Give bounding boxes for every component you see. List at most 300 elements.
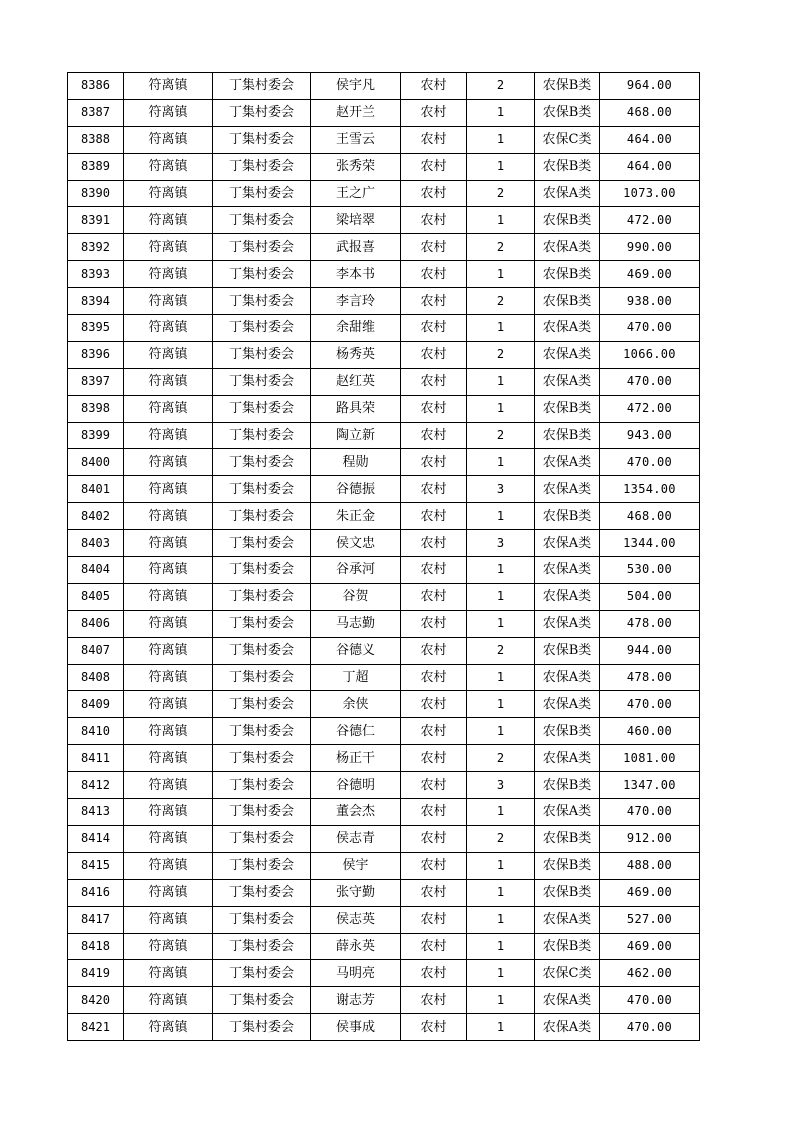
cell-name: 程勋 [311,449,401,476]
cell-name: 张守勤 [311,879,401,906]
cell-area-type: 农村 [401,180,467,207]
cell-name: 余甜维 [311,315,401,342]
cell-name: 侯志青 [311,825,401,852]
cell-category: 农保B类 [535,503,600,530]
table-row [68,153,700,180]
cell-serial: 8404 [68,557,124,584]
cell-amount: 468.00 [600,99,700,126]
cell-name: 杨秀英 [311,341,401,368]
cell-village: 丁集村委会 [213,180,311,207]
cell-serial: 8405 [68,583,124,610]
cell-household-count: 3 [467,772,535,799]
table-row [68,315,700,342]
table-row [68,772,700,799]
table-row [68,395,700,422]
cell-town: 符离镇 [124,153,213,180]
cell-amount: 1347.00 [600,772,700,799]
cell-area-type: 农村 [401,933,467,960]
table-row [68,422,700,449]
cell-area-type: 农村 [401,503,467,530]
cell-area-type: 农村 [401,852,467,879]
cell-serial: 8417 [68,906,124,933]
cell-area-type: 农村 [401,879,467,906]
cell-town: 符离镇 [124,126,213,153]
cell-category: 农保A类 [535,368,600,395]
cell-town: 符离镇 [124,368,213,395]
cell-household-count: 2 [467,637,535,664]
cell-household-count: 2 [467,422,535,449]
cell-village: 丁集村委会 [213,960,311,987]
cell-amount: 462.00 [600,960,700,987]
cell-name: 谢志芳 [311,987,401,1014]
cell-serial: 8415 [68,852,124,879]
cell-serial: 8408 [68,664,124,691]
table-row [68,1014,700,1041]
cell-town: 符离镇 [124,99,213,126]
table-row [68,987,700,1014]
cell-name: 杨正干 [311,745,401,772]
cell-household-count: 1 [467,368,535,395]
table-row [68,610,700,637]
cell-amount: 472.00 [600,395,700,422]
cell-name: 武报喜 [311,234,401,261]
cell-name: 李本书 [311,261,401,288]
cell-village: 丁集村委会 [213,772,311,799]
cell-village: 丁集村委会 [213,315,311,342]
table-row [68,449,700,476]
cell-area-type: 农村 [401,691,467,718]
cell-town: 符离镇 [124,987,213,1014]
cell-category: 农保A类 [535,557,600,584]
cell-category: 农保B类 [535,261,600,288]
cell-town: 符离镇 [124,933,213,960]
cell-area-type: 农村 [401,315,467,342]
cell-household-count: 2 [467,180,535,207]
cell-name: 谷德振 [311,476,401,503]
cell-name: 薛永英 [311,933,401,960]
cell-category: 农保A类 [535,987,600,1014]
cell-household-count: 1 [467,99,535,126]
cell-area-type: 农村 [401,772,467,799]
cell-village: 丁集村委会 [213,557,311,584]
cell-household-count: 1 [467,879,535,906]
cell-amount: 478.00 [600,664,700,691]
cell-town: 符离镇 [124,422,213,449]
table-row [68,73,700,100]
cell-amount: 470.00 [600,315,700,342]
cell-name: 赵开兰 [311,99,401,126]
cell-village: 丁集村委会 [213,73,311,100]
cell-amount: 1073.00 [600,180,700,207]
cell-area-type: 农村 [401,422,467,449]
cell-amount: 943.00 [600,422,700,449]
table-row [68,234,700,261]
cell-town: 符离镇 [124,825,213,852]
cell-area-type: 农村 [401,583,467,610]
cell-area-type: 农村 [401,718,467,745]
cell-town: 符离镇 [124,852,213,879]
cell-village: 丁集村委会 [213,395,311,422]
cell-amount: 464.00 [600,153,700,180]
cell-amount: 1354.00 [600,476,700,503]
cell-amount: 530.00 [600,557,700,584]
cell-amount: 1066.00 [600,341,700,368]
cell-town: 符离镇 [124,234,213,261]
cell-village: 丁集村委会 [213,718,311,745]
cell-household-count: 2 [467,73,535,100]
cell-category: 农保B类 [535,718,600,745]
table-row [68,126,700,153]
cell-serial: 8403 [68,530,124,557]
cell-household-count: 1 [467,960,535,987]
table-row [68,207,700,234]
cell-town: 符离镇 [124,583,213,610]
cell-name: 侯文忠 [311,530,401,557]
cell-village: 丁集村委会 [213,288,311,315]
cell-name: 王雪云 [311,126,401,153]
table-row [68,691,700,718]
cell-village: 丁集村委会 [213,126,311,153]
cell-name: 陶立新 [311,422,401,449]
cell-name: 侯宇 [311,852,401,879]
cell-name: 丁超 [311,664,401,691]
cell-amount: 938.00 [600,288,700,315]
cell-category: 农保A类 [535,691,600,718]
cell-category: 农保B类 [535,73,600,100]
cell-town: 符离镇 [124,1014,213,1041]
cell-village: 丁集村委会 [213,503,311,530]
cell-serial: 8418 [68,933,124,960]
cell-name: 梁培翠 [311,207,401,234]
cell-name: 谷德仁 [311,718,401,745]
cell-area-type: 农村 [401,476,467,503]
cell-amount: 470.00 [600,691,700,718]
cell-household-count: 1 [467,449,535,476]
cell-area-type: 农村 [401,341,467,368]
cell-area-type: 农村 [401,207,467,234]
cell-household-count: 3 [467,530,535,557]
cell-area-type: 农村 [401,73,467,100]
cell-town: 符离镇 [124,503,213,530]
table-row [68,637,700,664]
cell-household-count: 1 [467,933,535,960]
cell-amount: 478.00 [600,610,700,637]
cell-village: 丁集村委会 [213,153,311,180]
cell-area-type: 农村 [401,288,467,315]
cell-household-count: 1 [467,610,535,637]
cell-town: 符离镇 [124,530,213,557]
cell-area-type: 农村 [401,1014,467,1041]
cell-household-count: 1 [467,906,535,933]
cell-household-count: 1 [467,583,535,610]
table-row [68,718,700,745]
cell-village: 丁集村委会 [213,207,311,234]
cell-category: 农保B类 [535,879,600,906]
cell-category: 农保C类 [535,960,600,987]
table-row [68,745,700,772]
cell-name: 路具荣 [311,395,401,422]
cell-town: 符离镇 [124,691,213,718]
cell-name: 赵红英 [311,368,401,395]
cell-town: 符离镇 [124,395,213,422]
cell-area-type: 农村 [401,745,467,772]
cell-name: 谷德明 [311,772,401,799]
cell-town: 符离镇 [124,207,213,234]
table-row [68,799,700,826]
cell-name: 张秀荣 [311,153,401,180]
cell-name: 余侠 [311,691,401,718]
cell-serial: 8410 [68,718,124,745]
cell-serial: 8411 [68,745,124,772]
cell-area-type: 农村 [401,906,467,933]
cell-household-count: 2 [467,234,535,261]
cell-household-count: 2 [467,825,535,852]
cell-serial: 8392 [68,234,124,261]
cell-town: 符离镇 [124,799,213,826]
cell-household-count: 1 [467,395,535,422]
table-row [68,288,700,315]
cell-category: 农保A类 [535,530,600,557]
table-row [68,664,700,691]
cell-town: 符离镇 [124,745,213,772]
cell-serial: 8400 [68,449,124,476]
cell-town: 符离镇 [124,180,213,207]
table-row [68,180,700,207]
cell-household-count: 1 [467,799,535,826]
cell-amount: 469.00 [600,879,700,906]
table-row [68,530,700,557]
cell-village: 丁集村委会 [213,879,311,906]
cell-amount: 990.00 [600,234,700,261]
cell-area-type: 农村 [401,530,467,557]
cell-amount: 469.00 [600,933,700,960]
cell-town: 符离镇 [124,637,213,664]
cell-category: 农保B类 [535,852,600,879]
cell-town: 符离镇 [124,341,213,368]
cell-village: 丁集村委会 [213,799,311,826]
cell-town: 符离镇 [124,960,213,987]
cell-village: 丁集村委会 [213,691,311,718]
cell-amount: 470.00 [600,1014,700,1041]
cell-household-count: 1 [467,261,535,288]
cell-household-count: 1 [467,315,535,342]
cell-category: 农保C类 [535,126,600,153]
cell-area-type: 农村 [401,126,467,153]
cell-household-count: 1 [467,207,535,234]
cell-category: 农保A类 [535,610,600,637]
cell-town: 符离镇 [124,906,213,933]
table-row [68,933,700,960]
cell-area-type: 农村 [401,799,467,826]
cell-household-count: 1 [467,557,535,584]
table-row [68,368,700,395]
table-body [68,73,700,1041]
cell-town: 符离镇 [124,718,213,745]
table-row [68,99,700,126]
cell-serial: 8409 [68,691,124,718]
cell-area-type: 农村 [401,664,467,691]
cell-amount: 1344.00 [600,530,700,557]
cell-serial: 8396 [68,341,124,368]
cell-area-type: 农村 [401,99,467,126]
cell-serial: 8398 [68,395,124,422]
cell-name: 侯事成 [311,1014,401,1041]
cell-town: 符离镇 [124,476,213,503]
cell-name: 马明亮 [311,960,401,987]
cell-village: 丁集村委会 [213,664,311,691]
cell-name: 李言玲 [311,288,401,315]
cell-name: 侯志英 [311,906,401,933]
cell-area-type: 农村 [401,557,467,584]
cell-category: 农保A类 [535,234,600,261]
cell-village: 丁集村委会 [213,99,311,126]
cell-village: 丁集村委会 [213,1014,311,1041]
table-row [68,583,700,610]
cell-town: 符离镇 [124,261,213,288]
cell-category: 农保B类 [535,207,600,234]
cell-village: 丁集村委会 [213,449,311,476]
cell-serial: 8391 [68,207,124,234]
cell-area-type: 农村 [401,368,467,395]
cell-household-count: 1 [467,664,535,691]
cell-category: 农保B类 [535,153,600,180]
table-row [68,476,700,503]
table-row [68,261,700,288]
cell-village: 丁集村委会 [213,261,311,288]
cell-serial: 8402 [68,503,124,530]
cell-name: 侯宇凡 [311,73,401,100]
cell-area-type: 农村 [401,395,467,422]
cell-area-type: 农村 [401,987,467,1014]
cell-town: 符离镇 [124,879,213,906]
cell-area-type: 农村 [401,234,467,261]
cell-amount: 469.00 [600,261,700,288]
cell-household-count: 3 [467,476,535,503]
cell-category: 农保A类 [535,341,600,368]
cell-household-count: 2 [467,288,535,315]
cell-village: 丁集村委会 [213,745,311,772]
cell-household-count: 2 [467,341,535,368]
cell-village: 丁集村委会 [213,530,311,557]
table-row [68,825,700,852]
cell-village: 丁集村委会 [213,422,311,449]
cell-category: 农保B类 [535,288,600,315]
cell-category: 农保B类 [535,99,600,126]
cell-name: 谷贺 [311,583,401,610]
cell-amount: 464.00 [600,126,700,153]
table-row [68,341,700,368]
cell-town: 符离镇 [124,664,213,691]
cell-serial: 8414 [68,825,124,852]
cell-amount: 470.00 [600,799,700,826]
cell-serial: 8397 [68,368,124,395]
cell-area-type: 农村 [401,960,467,987]
cell-category: 农保A类 [535,745,600,772]
cell-serial: 8412 [68,772,124,799]
cell-town: 符离镇 [124,73,213,100]
cell-village: 丁集村委会 [213,234,311,261]
table-row [68,906,700,933]
cell-serial: 8416 [68,879,124,906]
cell-serial: 8413 [68,799,124,826]
cell-village: 丁集村委会 [213,852,311,879]
cell-amount: 468.00 [600,503,700,530]
cell-category: 农保A类 [535,180,600,207]
cell-amount: 504.00 [600,583,700,610]
cell-category: 农保A类 [535,583,600,610]
cell-category: 农保A类 [535,315,600,342]
cell-area-type: 农村 [401,449,467,476]
cell-area-type: 农村 [401,825,467,852]
cell-serial: 8419 [68,960,124,987]
cell-amount: 470.00 [600,987,700,1014]
cell-amount: 470.00 [600,368,700,395]
cell-serial: 8393 [68,261,124,288]
cell-village: 丁集村委会 [213,825,311,852]
cell-town: 符离镇 [124,610,213,637]
cell-amount: 912.00 [600,825,700,852]
cell-serial: 8407 [68,637,124,664]
cell-town: 符离镇 [124,449,213,476]
cell-area-type: 农村 [401,637,467,664]
cell-category: 农保B类 [535,422,600,449]
cell-category: 农保A类 [535,664,600,691]
cell-name: 谷德义 [311,637,401,664]
cell-category: 农保A类 [535,476,600,503]
table-row [68,557,700,584]
cell-serial: 8420 [68,987,124,1014]
cell-name: 马志勤 [311,610,401,637]
cell-village: 丁集村委会 [213,476,311,503]
table-row [68,879,700,906]
cell-category: 农保A类 [535,906,600,933]
cell-village: 丁集村委会 [213,906,311,933]
cell-area-type: 农村 [401,261,467,288]
cell-village: 丁集村委会 [213,987,311,1014]
cell-area-type: 农村 [401,610,467,637]
cell-category: 农保B类 [535,825,600,852]
cell-serial: 8387 [68,99,124,126]
cell-serial: 8386 [68,73,124,100]
cell-serial: 8389 [68,153,124,180]
cell-village: 丁集村委会 [213,933,311,960]
cell-amount: 1081.00 [600,745,700,772]
cell-category: 农保B类 [535,637,600,664]
cell-serial: 8394 [68,288,124,315]
cell-serial: 8406 [68,610,124,637]
cell-serial: 8401 [68,476,124,503]
cell-category: 农保A类 [535,449,600,476]
cell-amount: 488.00 [600,852,700,879]
cell-town: 符离镇 [124,557,213,584]
cell-village: 丁集村委会 [213,610,311,637]
cell-amount: 964.00 [600,73,700,100]
table-row [68,852,700,879]
data-table [67,72,700,1041]
cell-village: 丁集村委会 [213,368,311,395]
cell-category: 农保B类 [535,772,600,799]
cell-village: 丁集村委会 [213,583,311,610]
cell-town: 符离镇 [124,315,213,342]
cell-name: 王之广 [311,180,401,207]
cell-category: 农保A类 [535,799,600,826]
cell-village: 丁集村委会 [213,341,311,368]
cell-amount: 944.00 [600,637,700,664]
cell-category: 农保A类 [535,1014,600,1041]
cell-town: 符离镇 [124,288,213,315]
cell-category: 农保B类 [535,395,600,422]
cell-category: 农保B类 [535,933,600,960]
